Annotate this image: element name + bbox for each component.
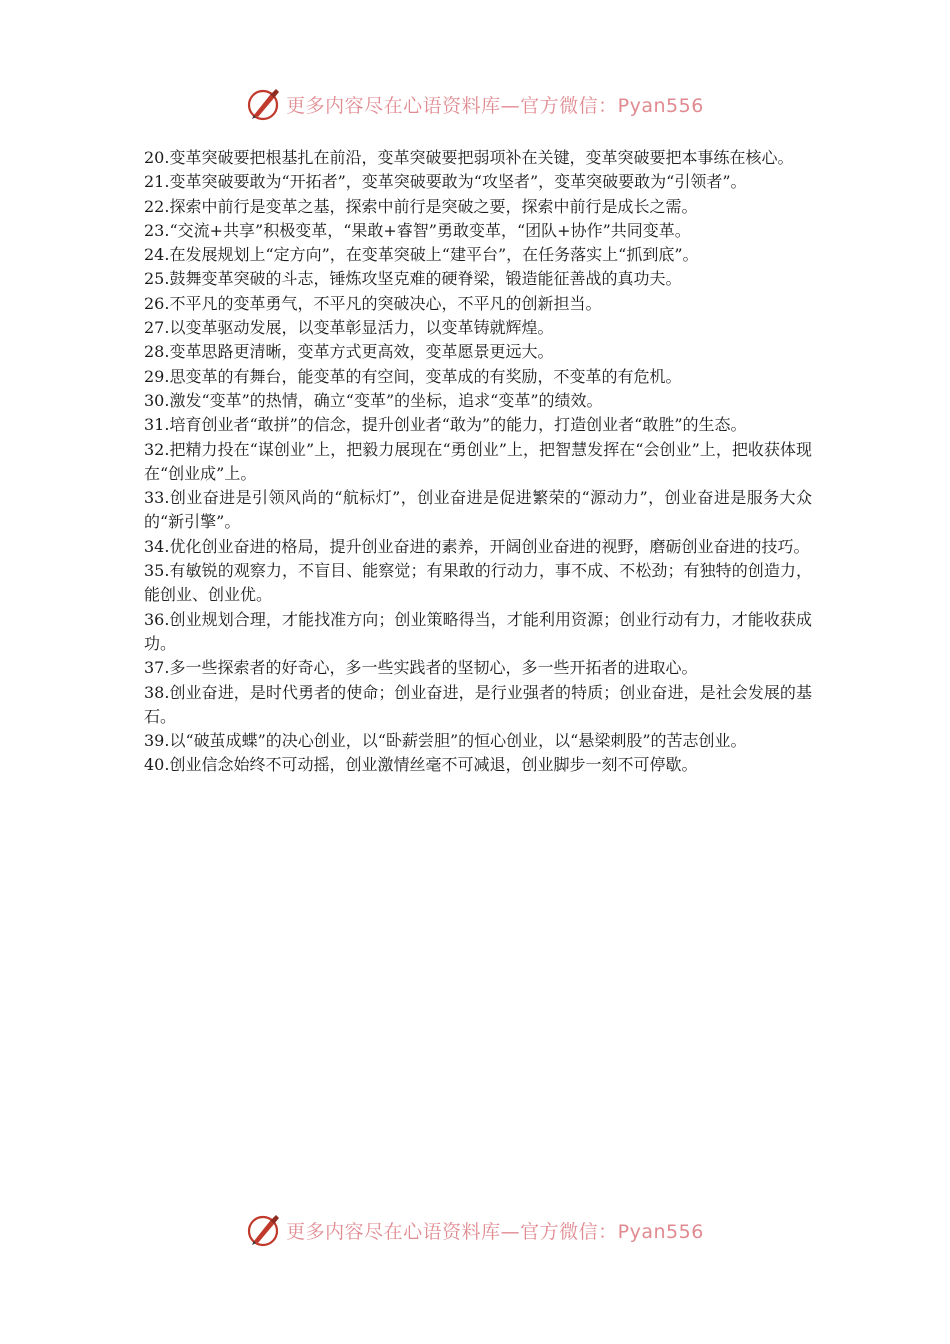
list-item: 28.变革思路更清晰，变革方式更高效，变革愿景更远大。 bbox=[144, 342, 554, 362]
header-banner bbox=[0, 84, 950, 124]
list-item: 29.思变革的有舞台，能变革的有空间，变革成的有奖励，不变革的有危机。 bbox=[144, 366, 682, 386]
list-item: 38.创业奋进，是时代勇者的使命；创业奋进，是行业强者的特质；创业奋进，是社会发展的基石。 bbox=[144, 682, 812, 726]
list-item: 40.创业信念始终不可动摇，创业激情丝毫不可减退，创业脚步一刻不可停歇。 bbox=[144, 755, 698, 775]
list-item: 21.变革突破要敢为“开拓者”，变革突破要敢为“攻坚者”，变革突破要敢为“引领者”。 bbox=[144, 172, 747, 192]
list-item: 35.有敏锐的观察力，不盲目、能察觉；有果敢的行动力，事不成、不松劲；有独特的创造力，能创业、创业优。 bbox=[144, 561, 812, 605]
list-item: 30.激发“变革”的热情，确立“变革”的坐标，追求“变革”的绩效。 bbox=[144, 390, 603, 410]
list-item: 20.变革突破要把根基扎在前沿，变革突破要把弱项补在关键，变革突破要把本事练在核心。 bbox=[144, 148, 794, 167]
list-item: 31.培育创业者“敢拼”的信念，提升创业者“敢为”的能力，打造创业者“敢胜”的生态。 bbox=[144, 415, 747, 435]
list-item: 36.创业规划合理，才能找准方向；创业策略得当，才能利用资源；创业行动有力，才能收获成功。 bbox=[144, 609, 812, 653]
footer-banner bbox=[0, 1210, 950, 1250]
pen-logo-icon bbox=[246, 1212, 282, 1248]
document-body bbox=[144, 146, 812, 778]
list-item: 27.以变革驱动发展，以变革彰显活力，以变革铸就辉煌。 bbox=[144, 318, 554, 338]
list-item: 34.优化创业奋进的格局，提升创业奋进的素养，开阔创业奋进的视野，磨砺创业奋进的技巧。 bbox=[144, 536, 810, 556]
list-item: 22.探索中前行是变革之基，探索中前行是突破之要，探索中前行是成长之需。 bbox=[144, 196, 698, 216]
list-item: 39.以“破茧成蝶”的决心创业，以“卧薪尝胆”的恒心创业，以“悬梁刺股”的苦志创业。 bbox=[144, 731, 747, 751]
pen-logo-icon bbox=[246, 86, 282, 122]
list-item: 23.“交流+共享”积极变革，“果敢+睿智”勇敢变革，“团队+协作”共同变革。 bbox=[144, 220, 691, 240]
list-item: 33.创业奋进是引领风尚的“航标灯”，创业奋进是促进繁荣的“源动力”，创业奋进是服务大众的“新引擎”。 bbox=[144, 488, 812, 532]
list-item: 37.多一些探索者的好奇心，多一些实践者的坚韧心，多一些开拓者的进取心。 bbox=[144, 658, 698, 678]
list-item: 26.不平凡的变革勇气，不平凡的突破决心，不平凡的创新担当。 bbox=[144, 293, 602, 313]
banner-text: 更多内容尽在心语资料库—官方微信：Pyan556 bbox=[286, 94, 704, 117]
list-item: 25.鼓舞变革突破的斗志，锤炼攻坚克难的硬脊梁，锻造能征善战的真功夫。 bbox=[144, 269, 682, 289]
list-item: 32.把精力投在“谋创业”上，把毅力展现在“勇创业”上，把智慧发挥在“会创业”上，把收获体现在“创业成”上。 bbox=[144, 439, 812, 483]
list-item: 24.在发展规划上“定方向”，在变革突破上“建平台”，在任务落实上“抓到底”。 bbox=[144, 245, 699, 265]
banner-text: 更多内容尽在心语资料库—官方微信：Pyan556 bbox=[286, 1220, 704, 1243]
